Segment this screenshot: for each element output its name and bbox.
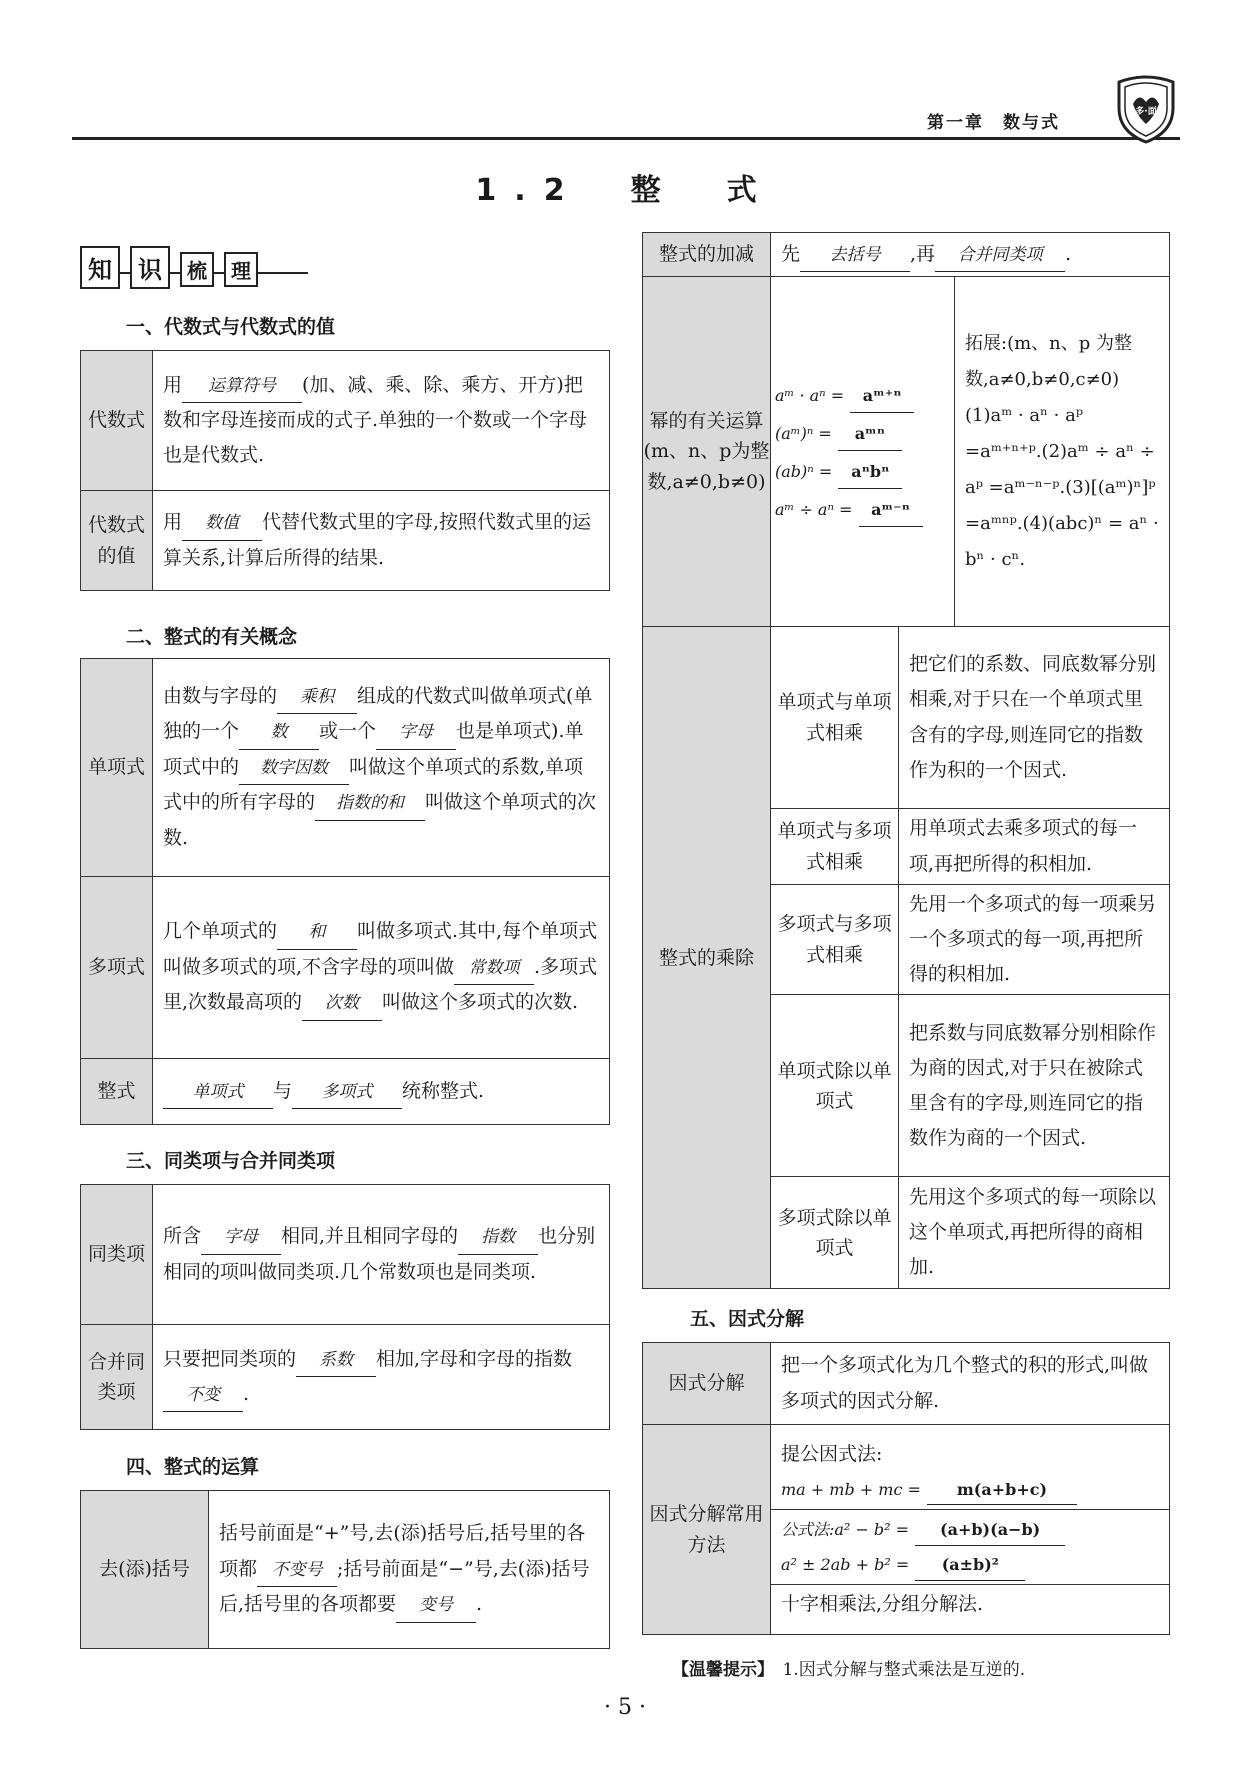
row-content: 把一个多项式化为几个整式的积的形式,叫做多项式的因式分解. bbox=[771, 1343, 1170, 1425]
section-title: 二、整式的有关概念 bbox=[126, 626, 298, 648]
polynomial-concepts-table bbox=[80, 658, 610, 1125]
answer-blank: 次数 bbox=[302, 988, 382, 1020]
power-rules: aᵐ · aⁿ = aᵐ⁺ⁿ (aᵐ)ⁿ = aᵐⁿ (ab)ⁿ = aⁿbⁿ aᵐ ÷ aⁿ = aᵐ⁻ⁿ bbox=[771, 277, 955, 627]
answer-blank: 系数 bbox=[296, 1345, 376, 1377]
row-content: 几个单项式的 和 叫做多项式.其中,每个单项式叫做多项式的项,不含字母的项叫做 常数项 .多项式里,次数最高项的 次数 叫做这个多项式的次数. bbox=[153, 877, 610, 1059]
row-content: 先用一个多项式的每一项乘另一个多项式的每一项,再把所得的积相加. bbox=[899, 885, 1170, 995]
answer-blank: 指数的和 bbox=[315, 788, 425, 820]
section-title: 三、同类项与合并同类项 bbox=[126, 1150, 336, 1172]
school-badge-icon bbox=[1115, 74, 1177, 144]
chapter-title: 第一章 数与式 bbox=[927, 113, 1060, 133]
row-label: 单项式 bbox=[81, 659, 153, 877]
operations-table bbox=[642, 232, 1170, 627]
answer-blank: 数字因数 bbox=[239, 753, 349, 785]
answer-blank: (a+b)(a−b) bbox=[915, 1515, 1065, 1546]
row-content: 把它们的系数、同底数幂分别相乘,对于只在一个单项式里含有的字母,则连同它的指数作为积的一个因式. bbox=[899, 627, 1170, 809]
answer-blank: 乘积 bbox=[277, 682, 357, 714]
row-label: 代数式的值 bbox=[81, 491, 153, 591]
row-content: 先 去括号 ,再 合并同类项 . bbox=[771, 233, 1170, 277]
answer-blank: m(a+b+c) bbox=[927, 1475, 1077, 1506]
answer-blank: 常数项 bbox=[454, 953, 534, 985]
badge-text: 多·面 bbox=[1135, 107, 1157, 117]
bracket-rule-table bbox=[80, 1490, 610, 1649]
tip-text: 1.因式分解与整式乘法是互逆的. bbox=[782, 1660, 1026, 1680]
row-label: 同类项 bbox=[81, 1185, 153, 1325]
algebraic-expression-table bbox=[80, 350, 610, 591]
row-content: 只要把同类项的 系数 相加,字母和字母的指数不变 . bbox=[153, 1325, 610, 1430]
page-number: · 5 · bbox=[604, 1695, 646, 1720]
method-title: 提公因式法: bbox=[781, 1442, 883, 1465]
row-content: 用单项式去乘多项式的每一项,再把所得的积相加. bbox=[899, 809, 1170, 885]
sub-label: 单项式除以单项式 bbox=[771, 995, 899, 1177]
section-title: 五、因式分解 bbox=[690, 1308, 805, 1330]
answer-blank: aᵐⁿ bbox=[838, 418, 902, 451]
row-label: 代数式 bbox=[81, 351, 153, 491]
row-content: 所含 字母 相同,并且相同字母的 指数 也分别相同的项叫做同类项.几个常数项也是同类项. bbox=[153, 1185, 610, 1325]
sub-label: 单项式与单项式相乘 bbox=[771, 627, 899, 809]
row-content: 把系数与同底数幂分别相除作为商的因式,对于只在被除式里含有的字母,则连同它的指数作为商的一个因式. bbox=[899, 995, 1170, 1177]
tip-label: 【温馨提示】 bbox=[672, 1660, 766, 1680]
section-title: 一、代数式与代数式的值 bbox=[126, 316, 336, 338]
knowledge-char: 理 bbox=[224, 252, 258, 287]
row-label: 因式分解 bbox=[643, 1343, 771, 1425]
sub-label: 多项式除以单项式 bbox=[771, 1177, 899, 1289]
multiply-divide-table bbox=[642, 626, 1170, 1289]
like-terms-table bbox=[80, 1184, 610, 1430]
answer-blank: 变号 bbox=[396, 1590, 476, 1622]
answer-blank: 指数 bbox=[458, 1222, 538, 1254]
tip-note bbox=[672, 1655, 1025, 1680]
row-label: 整式的乘除 bbox=[643, 627, 771, 1289]
answer-blank: 去括号 bbox=[800, 240, 910, 272]
row-label: 因式分解常用方法 bbox=[643, 1425, 771, 1635]
sub-label: 多项式与多项式相乘 bbox=[771, 885, 899, 995]
knowledge-char: 知 bbox=[80, 246, 120, 289]
answer-blank: (a±b)² bbox=[915, 1550, 1025, 1581]
answer-blank: 单项式 bbox=[163, 1077, 273, 1109]
factorization-table bbox=[642, 1342, 1170, 1635]
page-title: 1.2 整 式 bbox=[475, 173, 775, 208]
power-extension: 拓展:(m、n、p 为整数,a≠0,b≠0,c≠0)(1)aᵐ · aⁿ · aᵖ =aᵐ⁺ⁿ⁺ᵖ.(2)aᵐ ÷ aⁿ ÷ aᵖ =aᵐ⁻ⁿ⁻ᵖ.(3)[(aᵐ)ⁿ]ᵖ =aᵐⁿᵖ.(4)(abc)ⁿ = aⁿ · bⁿ · cⁿ. bbox=[955, 277, 1170, 627]
row-label: 去(添)括号 bbox=[81, 1491, 209, 1649]
row-label: 幂的有关运算(m、n、p为整数,a≠0,b≠0) bbox=[643, 277, 771, 627]
row-content: 单项式 与 多项式 统称整式. bbox=[153, 1059, 610, 1125]
answer-blank: 合并同类项 bbox=[935, 240, 1065, 272]
knowledge-heading bbox=[80, 246, 268, 289]
answer-blank: 运算符号 bbox=[182, 371, 302, 403]
section-title: 四、整式的运算 bbox=[126, 1456, 260, 1478]
answer-blank: 数 bbox=[239, 717, 319, 749]
answer-blank: 字母 bbox=[376, 717, 456, 749]
sub-label: 单项式与多项式相乘 bbox=[771, 809, 899, 885]
answer-blank: aᵐ⁻ⁿ bbox=[859, 494, 923, 527]
answer-blank: 不变 bbox=[163, 1380, 243, 1412]
method-other: 十字相乘法,分组分解法. bbox=[781, 1593, 984, 1616]
knowledge-char: 梳 bbox=[180, 252, 214, 287]
answer-blank: aᵐ⁺ⁿ bbox=[850, 380, 914, 413]
row-content: 用 运算符号 (加、减、乘、除、乘方、开方)把数和字母连接而成的式子.单独的一个数或一个字母也是代数式. bbox=[153, 351, 610, 491]
answer-blank: 数值 bbox=[182, 508, 262, 540]
answer-blank: aⁿbⁿ bbox=[838, 456, 902, 489]
answer-blank: 字母 bbox=[201, 1222, 281, 1254]
knowledge-char: 识 bbox=[130, 246, 170, 289]
row-content: 括号前面是“+”号,去(添)括号后,括号里的各项都 不变号 ;括号前面是“−”号,去(添)括号后,括号里的各项都要 变号 . bbox=[209, 1491, 610, 1649]
row-label: 整式的加减 bbox=[643, 233, 771, 277]
answer-blank: 不变号 bbox=[257, 1555, 337, 1587]
row-label: 合并同类项 bbox=[81, 1325, 153, 1430]
row-label: 多项式 bbox=[81, 877, 153, 1059]
row-content: 先用这个多项式的每一项除以这个单项式,再把所得的商相加. bbox=[899, 1177, 1170, 1289]
answer-blank: 多项式 bbox=[292, 1077, 402, 1109]
methods-cell: 提公因式法: ma + mb + mc = m(a+b+c) 公式法:a² − b² = (a+b)(a−b) a² ± 2ab + b² = (a±b)² 十字相乘法,分组分解法. bbox=[771, 1425, 1170, 1635]
row-content: 由数与字母的 乘积 组成的代数式叫做单项式(单独的一个 数 或一个 字母 也是单项式).单项式中的 数字因数 叫做这个单项式的系数,单项式中的所有字母的 指数的和 叫做这个单项式的次数. bbox=[153, 659, 610, 877]
header-rule bbox=[72, 137, 1180, 140]
row-content: 用 数值 代替代数式里的字母,按照代数式里的运算关系,计算后所得的结果. bbox=[153, 491, 610, 591]
answer-blank: 和 bbox=[277, 917, 357, 949]
row-label: 整式 bbox=[81, 1059, 153, 1125]
